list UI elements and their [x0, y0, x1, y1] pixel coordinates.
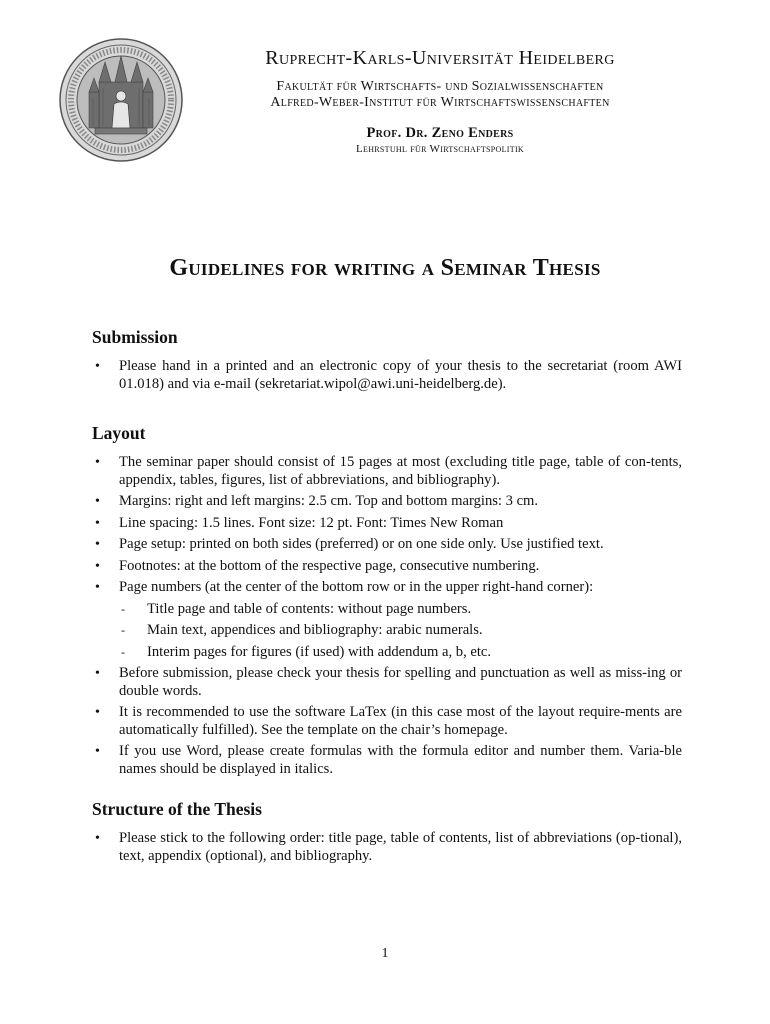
- list-item: • Margins: right and left margins: 2.5 cm. Top and bottom margins: 3 cm.: [92, 493, 682, 511]
- page-number: 1: [381, 946, 389, 961]
- professor-name: Prof. Dr. Zeno Enders: [366, 125, 514, 141]
- university-seal-icon: [59, 38, 183, 162]
- section-heading: Structure of the Thesis: [92, 799, 262, 819]
- sub-list-item: - Interim pages for figures (if used) with addendum a, b, etc.: [121, 643, 492, 660]
- list-item: • Footnotes: at the bottom of the respective page, consecutive numbering.: [92, 558, 682, 576]
- institute-name: Alfred-Weber-Institut für Wirtschaftswissenschaften: [270, 95, 610, 110]
- faculty-name: Fakultät für Wirtschafts- und Sozialwissenschaften: [276, 79, 604, 94]
- section-heading: Submission: [92, 327, 178, 347]
- section-heading: Layout: [92, 423, 146, 443]
- sub-list-item: - Title page and table of contents: without page numbers.: [121, 600, 472, 617]
- list-item: • Page setup: printed on both sides (preferred) or on one side only. Use justified text.: [92, 536, 682, 554]
- chair-name: Lehrstuhl für Wirtschaftspolitik: [356, 143, 524, 155]
- sub-list-item-text: Main text, appendices and bibliography: arabic numerals.: [147, 622, 483, 638]
- sub-list-item-text: Interim pages for figures (if used) with addendum a, b, etc.: [147, 643, 492, 660]
- list-item: • The seminar paper should consist of 15 pages at most (excluding title page, table of con-tents, appendix, tables, figures, list of abbreviations, and bibliography).: [92, 454, 682, 489]
- list-item: • If you use Word, please create formulas with the formula editor and number them. Varia-ble names should be displayed in italics.: [92, 743, 682, 778]
- list-item: • Before submission, please check your thesis for spelling and punctuation as well as miss-ing or double words.: [92, 665, 682, 700]
- section-structure: [92, 799, 682, 869]
- university-name: Ruprecht-Karls-Universität Heidelberg: [265, 47, 615, 69]
- sub-list-item: - Main text, appendices and bibliography: arabic numerals.: [121, 622, 483, 638]
- list-item-text: Page numbers (at the center of the bottom row or in the upper right-hand corner):: [119, 579, 594, 595]
- section-submission: [92, 327, 682, 397]
- list-item: • Please stick to the following order: title page, table of contents, list of abbreviations (op-tional), text, appendix (optional), and bibliography.: [92, 830, 682, 865]
- section-layout: [92, 423, 682, 782]
- list-item: • Line spacing: 1.5 lines. Font size: 12 pt. Font: Times New Roman: [92, 515, 682, 533]
- sub-list-item-text: Title page and table of contents: without page numbers.: [147, 600, 472, 617]
- list-item: • Please hand in a printed and an electronic copy of your thesis to the secretariat (room AWI 01.018) and via e-mail (sekretariat.wipol@awi.uni-heidelberg.de).: [92, 358, 682, 393]
- document-title: Guidelines for writing a Seminar Thesis: [169, 255, 601, 281]
- list-item: • It is recommended to use the software LaTex (in this case most of the layout require-ments are automatically fulfilled). See the template on the chair’s homepage.: [92, 704, 682, 739]
- list-item-with-subitems: [92, 579, 682, 661]
